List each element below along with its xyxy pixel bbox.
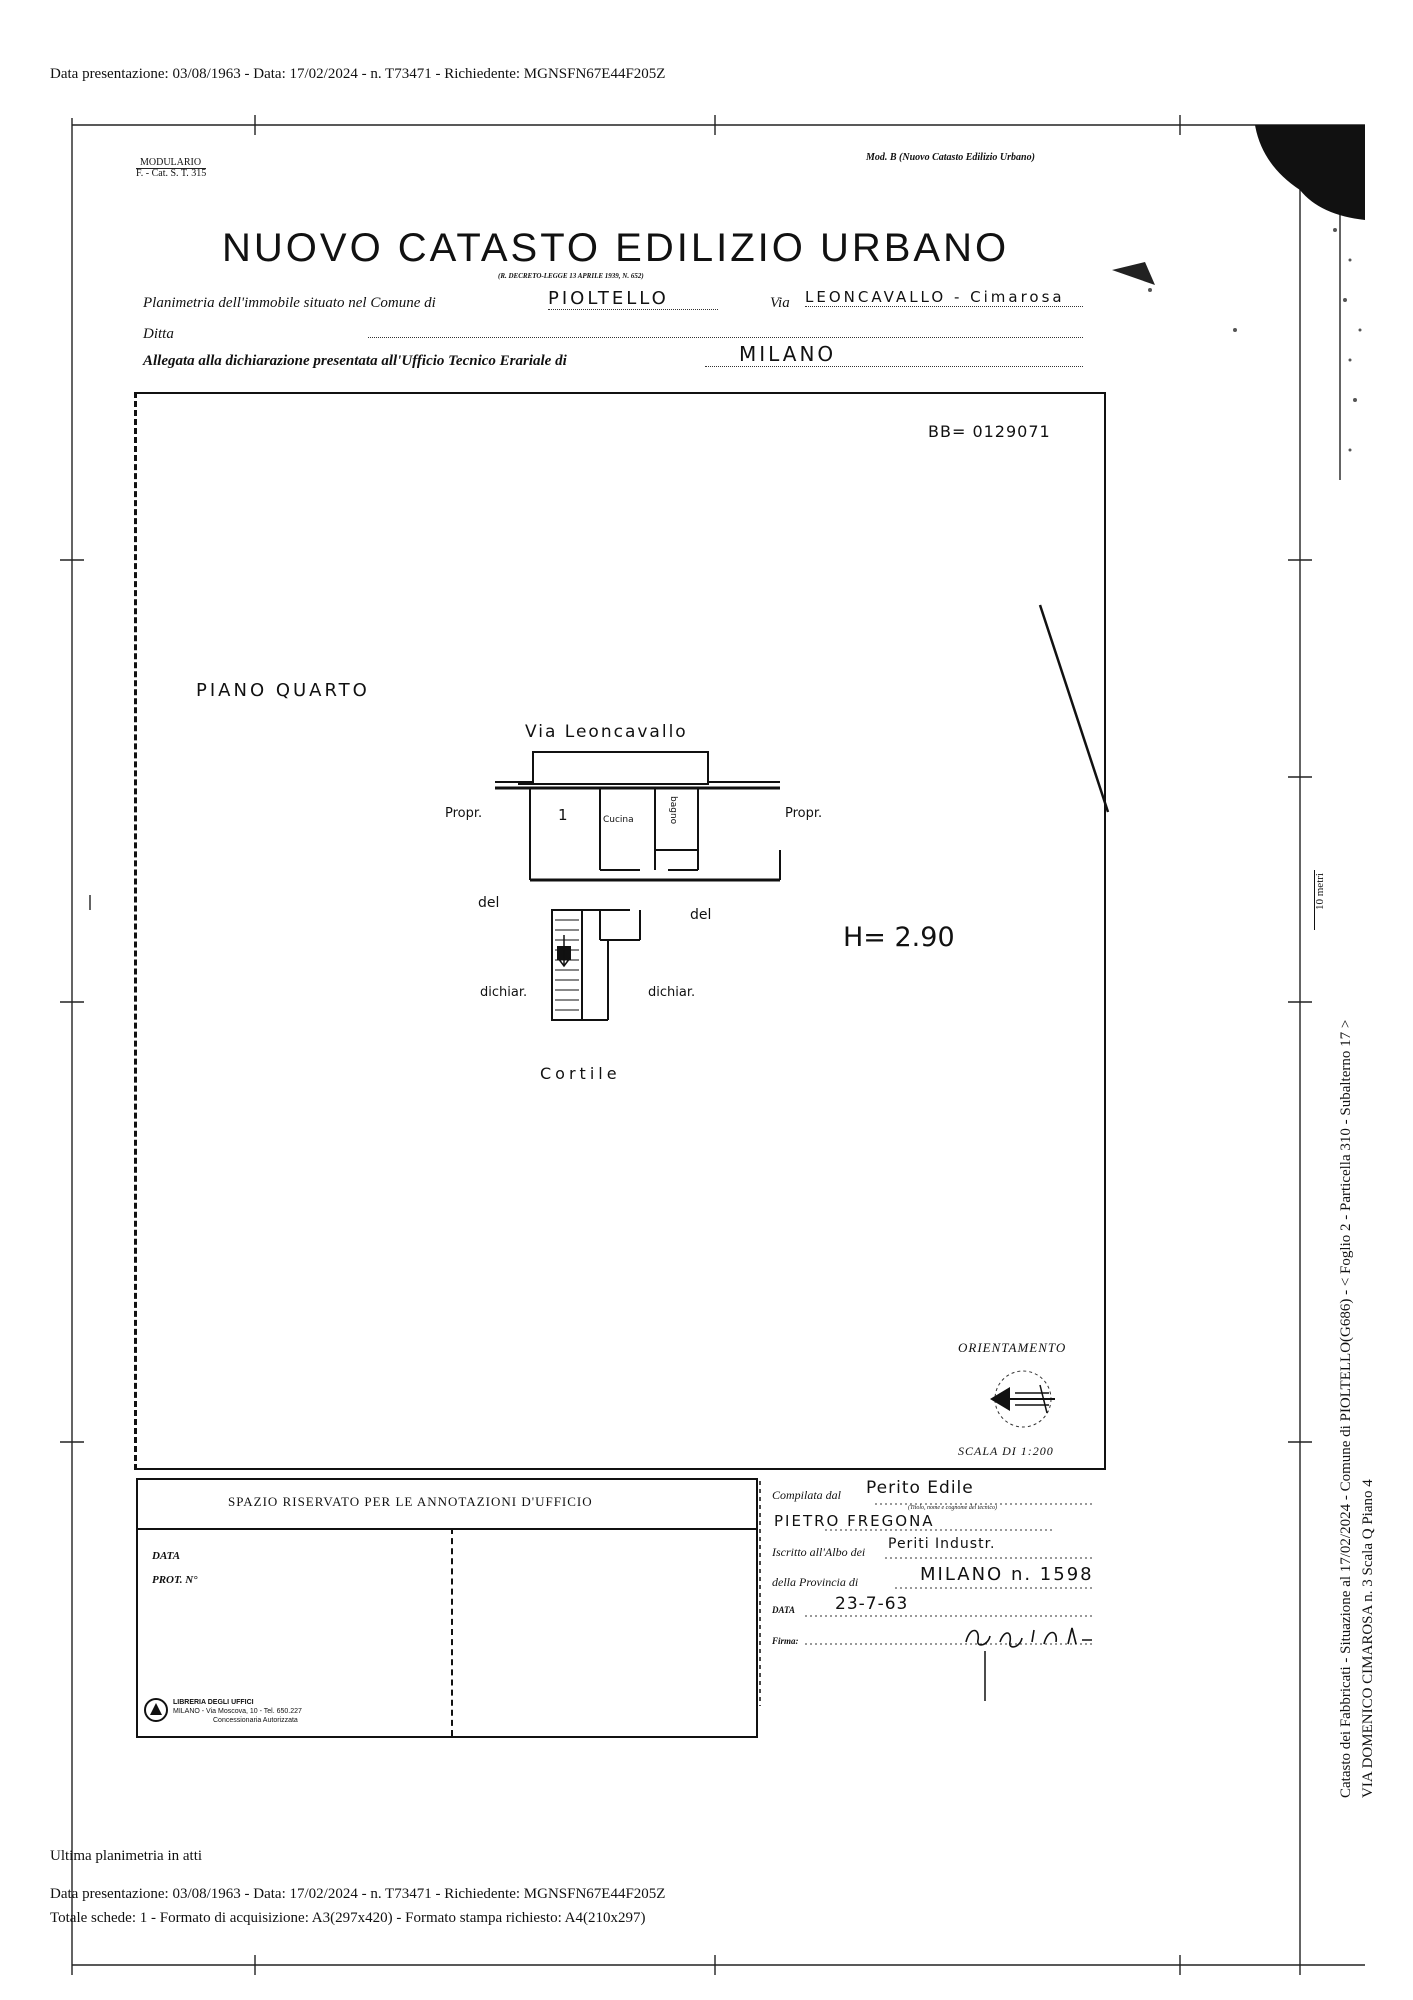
dichiar-left-label: dichiar. xyxy=(480,985,528,1000)
compiler-name: PIETRO FREGONA xyxy=(774,1512,935,1530)
provincia-value: MILANO n. 1598 xyxy=(920,1564,1094,1585)
comune-value: PIOLTELLO xyxy=(548,288,718,310)
height-label: H= 2.90 xyxy=(843,922,955,953)
north-arrow-icon xyxy=(985,1365,1065,1435)
propr-right-label: Propr. xyxy=(785,806,823,821)
scale-mark-bar xyxy=(1314,870,1316,930)
dichiar-right-label: dichiar. xyxy=(648,985,696,1000)
name-hint: (Titolo, nome e cognome del tecnico) xyxy=(908,1505,997,1511)
orientamento-label: ORIENTAMENTO xyxy=(958,1340,1067,1355)
side-line-2: VIA DOMENICO CIMAROSA n. 3 Scala Q Piano 4 xyxy=(1360,1479,1376,1798)
footer-line-2: Totale schede: 1 - Formato di acquisizione: A3(297x420) - Formato stampa richiesto: A4(210x297) xyxy=(50,1910,646,1926)
propr-left-label: Propr. xyxy=(445,806,483,821)
kitchen-label: Cucina xyxy=(603,815,634,825)
document-title: NUOVO CATASTO EDILIZIO URBANO xyxy=(222,226,1010,270)
office-data-label: DATA xyxy=(152,1550,181,1562)
floor-label: PIANO QUARTO xyxy=(196,680,370,701)
publisher-line-2: MILANO - Via Moscova, 10 - Tel. 650.227 xyxy=(173,1708,302,1715)
allegata-label: Allegata alla dichiarazione presentata all'Ufficio Tecnico Erariale di xyxy=(143,353,567,369)
via-label: Via xyxy=(770,295,790,311)
via-value: LEONCAVALLO - Cimarosa xyxy=(805,288,1083,307)
modulario-label: MODULARIO xyxy=(136,158,206,169)
del-right-label: del xyxy=(690,907,712,923)
bath-label: bagno xyxy=(668,796,678,825)
office-prot-label: PROT. N° xyxy=(152,1574,198,1586)
ufficio-value: MILANO xyxy=(705,342,1083,367)
room-1-label: 1 xyxy=(558,806,571,824)
firma-label: Firma: xyxy=(772,1636,799,1646)
office-box-divider xyxy=(451,1528,453,1736)
diagonal-mark xyxy=(1030,600,1120,820)
document-code: BB= 0129071 xyxy=(928,422,1051,441)
data-value: 23-7-63 xyxy=(835,1594,909,1614)
modulario-code: F. - Cat. S. T. 315 xyxy=(136,168,207,179)
del-left-label: del xyxy=(478,895,500,911)
header-line: Data presentazione: 03/08/1963 - Data: 17/02/2024 - n. T73471 - Richiedente: MGNSFN67E44F205Z xyxy=(50,66,666,82)
modulario-box xyxy=(136,158,206,179)
footer-line-1: Data presentazione: 03/08/1963 - Data: 17/02/2024 - n. T73471 - Richiedente: MGNSFN67E44F205Z xyxy=(50,1886,666,1902)
publisher-line-1: LIBRERIA DEGLI UFFICI xyxy=(173,1699,254,1706)
office-box-title: SPAZIO RISERVATO PER LE ANNOTAZIONI D'UFFICIO xyxy=(228,1494,593,1509)
compilata-label: Compilata dal xyxy=(772,1488,842,1502)
provincia-label: della Provincia di xyxy=(772,1575,859,1589)
ultima-planimetria: Ultima planimetria in atti xyxy=(50,1848,203,1864)
mod-b-label: Mod. B (Nuovo Catasto Edilizio Urbano) xyxy=(866,152,1035,163)
iscritto-label: Iscritto all'Albo dei xyxy=(772,1545,866,1559)
publisher-line-3: Concessionaria Autorizzata xyxy=(213,1717,298,1724)
scale-mark-label: 10 metri xyxy=(1314,873,1326,910)
decree-line: (R. DECRETO-LEGGE 13 APRILE 1939, N. 652) xyxy=(498,272,644,280)
ditta-label: Ditta xyxy=(143,326,174,342)
planimetria-label: Planimetria dell'immobile situato nel Comune di xyxy=(143,295,436,311)
street-label: Via Leoncavallo xyxy=(525,722,688,742)
side-line-1: Catasto dei Fabbricati - Situazione al 17/02/2024 - Comune di PIOLTELLO(G686) - < Foglio 2 - Particella 310 - Subalterno 17 > xyxy=(1338,1019,1354,1798)
publisher-logo-icon xyxy=(143,1697,169,1723)
cortile-label: Cortile xyxy=(540,1064,621,1083)
publisher-stamp xyxy=(173,1698,302,1725)
compilata-value: Perito Edile xyxy=(866,1478,974,1498)
data-label: DATA xyxy=(772,1605,796,1615)
iscritto-value: Periti Industr. xyxy=(888,1536,996,1552)
scale-label: SCALA DI 1:200 xyxy=(958,1444,1054,1458)
ditta-line xyxy=(368,336,1083,338)
signature xyxy=(960,1618,1100,1654)
